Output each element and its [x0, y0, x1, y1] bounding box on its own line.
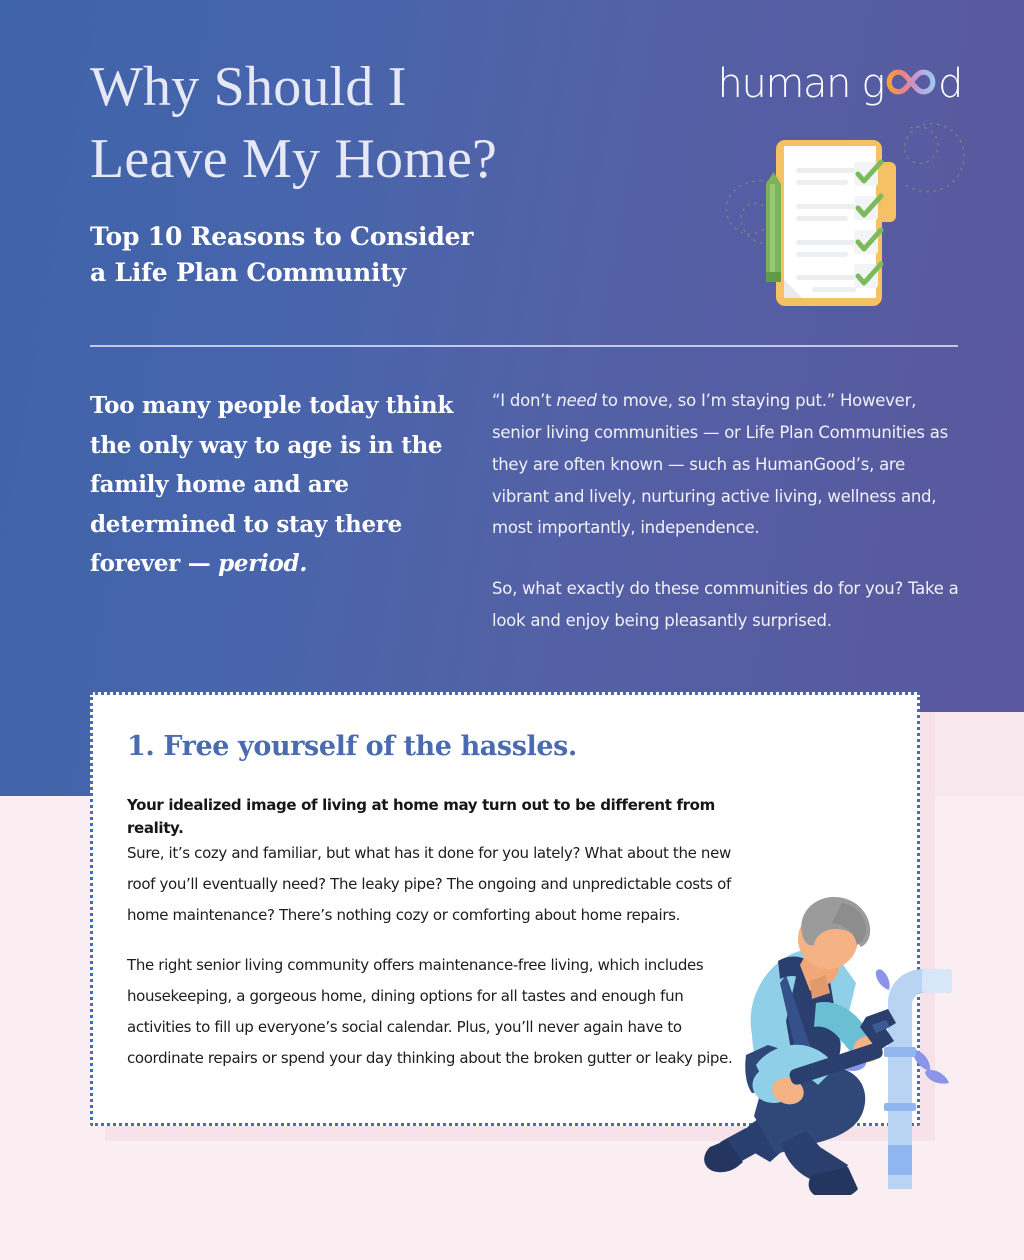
- page-subtitle-line-1: Top 10 Reasons to Consider: [90, 222, 474, 251]
- infinity-icon: [884, 67, 938, 102]
- reason-card-1-body: [127, 838, 735, 1074]
- page-subtitle-line-2: a Life Plan Community: [90, 257, 406, 287]
- reason-card-1-lead: Your idealized image of living at home may turn out to be different from reality.: [127, 796, 715, 837]
- reason-card-1-title: 1. Free yourself of the hassles.: [127, 731, 577, 762]
- page-subtitle: [90, 219, 610, 290]
- intro-lede-emphasis: period.: [218, 550, 308, 578]
- header: [0, 0, 1024, 360]
- intro-paragraph-1: [492, 385, 964, 544]
- header-divider: [90, 345, 958, 347]
- intro-paragraph-1-part-2: to move, so I’m staying put.” However, senior living communities — or Life Plan Communities as they are often known — such as HumanGood’s, are vibrant and lively, nurturing active living, wellness and, most importantly, independence.: [492, 391, 948, 538]
- reason-card-1-paragraph-1: Sure, it’s cozy and familiar, but what has it done for you lately? What about the new roof you’ll eventually need? The leaky pipe? The ongoing and unpredictable costs of home maintenance? There’s nothing cozy or comforting about home repairs.: [127, 844, 731, 925]
- intro-paragraph-2: So, what exactly do these communities do for you? Take a look and enjoy being pleasantly surprised.: [492, 579, 959, 631]
- intro-lede-text: Too many people today think the only way to age is in the family home and are determined to stay there forever —: [90, 392, 453, 578]
- brand-logo[interactable]: [718, 58, 962, 110]
- intro-lede: [90, 386, 465, 584]
- brand-logo-text-left: human g: [717, 61, 884, 107]
- reason-card-1-paragraph-2: The right senior living community offers maintenance-free living, which includes housekeeping, a gorgeous home, dining options for all tastes and enough fun activities to fill up everyone’s social calendar. Plus, you’ll never again have to coordinate repairs or spend your day thinking about the broken gutter or leaky pipe.: [127, 956, 733, 1068]
- clipboard-checklist-illustration: [714, 120, 982, 315]
- intro-paragraph-1-emphasis: need: [556, 391, 597, 410]
- page-title-line-2: Leave My Home?: [90, 127, 498, 190]
- intro-column: [492, 385, 964, 637]
- page-title-line-1: Why Should I: [90, 56, 407, 118]
- plumber-fixing-pipe-illustration: [660, 895, 980, 1195]
- page-title: [90, 52, 650, 195]
- brand-logo-text-right: d: [938, 61, 962, 107]
- intro-paragraph-1-part-1: “I don’t: [492, 391, 557, 410]
